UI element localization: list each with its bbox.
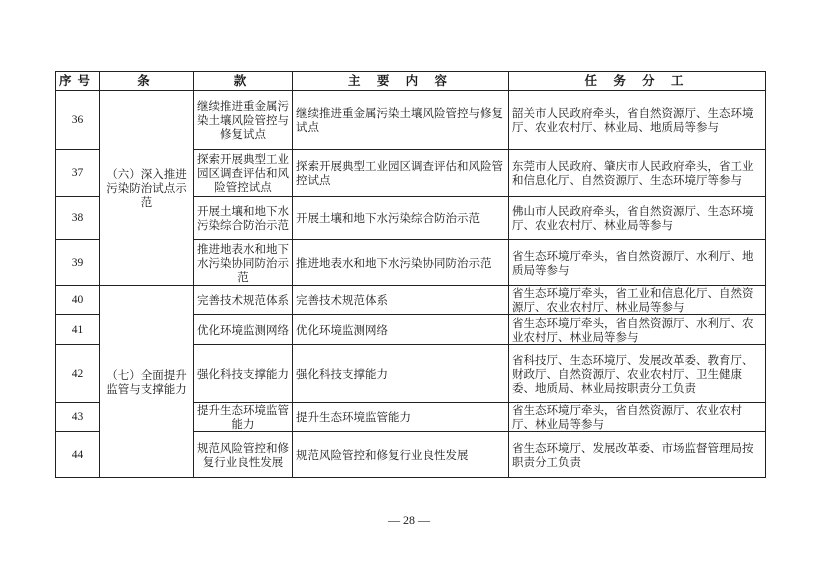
task-cell: 佛山市人民政府牵头，省自然资源厅、生态环境厅、农业农村厅、林业局等参与 (509, 197, 766, 240)
task-cell: 省生态环境厅牵头，省自然资源厅、水利厅、农业农村厅、林业局等参与 (509, 315, 766, 345)
row-number: 36 (56, 91, 100, 150)
header-tiao: 条 (100, 72, 194, 91)
kuan-cell: 完善技术规范体系 (194, 286, 293, 315)
row-number: 40 (56, 286, 100, 315)
row-number: 42 (56, 345, 100, 403)
content-cell: 强化科技支撑能力 (293, 345, 509, 403)
kuan-cell: 推进地表水和地下水污染协同防治示范 (194, 240, 293, 286)
task-cell: 省生态环境厅、发展改革委、市场监督管理局按职责分工负责 (509, 432, 766, 478)
content-cell: 推进地表水和地下水污染协同防治示范 (293, 240, 509, 286)
kuan-cell: 探索开展典型工业园区调查评估和风险管控试点 (194, 150, 293, 197)
row-number: 41 (56, 315, 100, 345)
table-header-row (56, 72, 766, 91)
content-cell: 完善技术规范体系 (293, 286, 509, 315)
kuan-cell: 开展土壤和地下水污染综合防治示范 (194, 197, 293, 240)
task-cell: 省生态环境厅牵头，省工业和信息化厅、自然资源厅、农业农村厅、林业局等参与 (509, 286, 766, 315)
kuan-cell: 规范风险管控和修复行业良性发展 (194, 432, 293, 478)
tiao-cell: （七）全面提升监管与支撑能力 (100, 286, 194, 478)
page-number: — 28 — (388, 513, 430, 527)
kuan-cell: 强化科技支撑能力 (194, 345, 293, 403)
kuan-cell: 继续推进重金属污染土壤风险管控与修复试点 (194, 91, 293, 150)
task-cell: 省科技厅、生态环境厅、发展改革委、教育厅、财政厅、自然资源厅、农业农村厅、卫生健康委、地质局、林业局按职责分工负责 (509, 345, 766, 403)
header-content: 主 要 内 容 (293, 72, 509, 91)
task-cell: 省生态环境厅牵头，省自然资源厅、水利厅、地质局等参与 (509, 240, 766, 286)
row-number: 37 (56, 150, 100, 197)
tiao-cell: （六）深入推进污染防治试点示范 (100, 91, 194, 286)
kuan-cell: 提升生态环境监管能力 (194, 403, 293, 432)
task-table (55, 71, 766, 478)
header-task: 任 务 分 工 (509, 72, 766, 91)
row-number: 43 (56, 403, 100, 432)
content-cell: 继续推进重金属污染土壤风险管控与修复试点 (293, 91, 509, 150)
header-kuan: 款 (194, 72, 293, 91)
content-cell: 开展土壤和地下水污染综合防治示范 (293, 197, 509, 240)
task-cell: 东莞市人民政府、肇庆市人民政府牵头，省工业和信息化厅、自然资源厅、生态环境厅等参与 (509, 150, 766, 197)
content-cell: 优化环境监测网络 (293, 315, 509, 345)
content-cell: 探索开展典型工业园区调查评估和风险管控试点 (293, 150, 509, 197)
table-row (56, 286, 766, 315)
row-number: 44 (56, 432, 100, 478)
kuan-cell: 优化环境监测网络 (194, 315, 293, 345)
task-cell: 韶关市人民政府牵头，省自然资源厅、生态环境厅、农业农村厅、林业局、地质局等参与 (509, 91, 766, 150)
task-cell: 省生态环境厅牵头，省自然资源厅、农业农村厅、林业局等参与 (509, 403, 766, 432)
row-number: 38 (56, 197, 100, 240)
content-cell: 提升生态环境监管能力 (293, 403, 509, 432)
header-seq: 序号 (56, 72, 100, 91)
table-row (56, 91, 766, 150)
content-cell: 规范风险管控和修复行业良性发展 (293, 432, 509, 478)
row-number: 39 (56, 240, 100, 286)
